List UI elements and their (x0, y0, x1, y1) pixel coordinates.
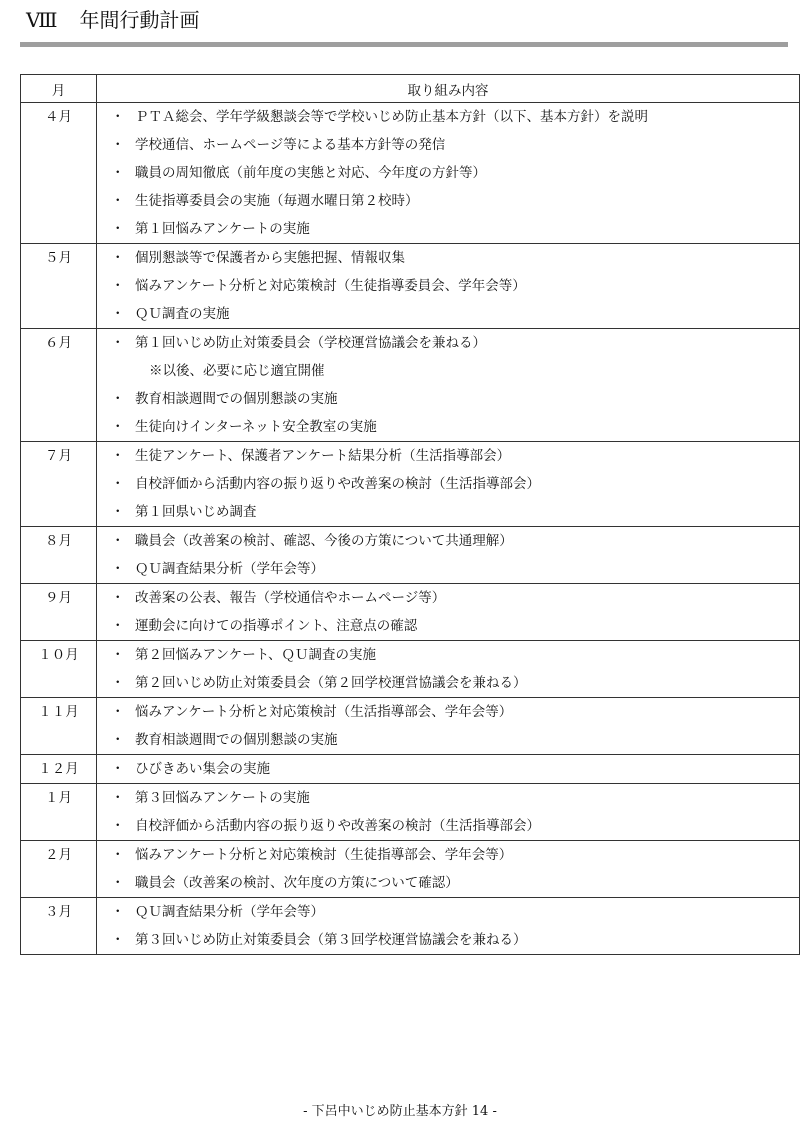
table-row (21, 527, 800, 584)
activity-text: 教育相談週間での個別懇談の実施 (135, 391, 338, 407)
bullet: ・ (111, 419, 125, 435)
activity-text: ※以後、必要に応じ適宜開催 (149, 363, 325, 379)
header-content: 取り組み内容 (97, 75, 800, 103)
activity-item (97, 784, 799, 812)
activity-text: ＰＴＡ総会、学年学級懇談会等で学校いじめ防止基本方針（以下、基本方針）を説明 (135, 109, 648, 125)
activity-text: 学校通信、ホームページ等による基本方針等の発信 (135, 137, 446, 153)
activity-item (97, 413, 799, 441)
bullet: ・ (111, 790, 125, 806)
bullet: ・ (111, 761, 125, 777)
activity-text: 第１回県いじめ調査 (135, 504, 257, 520)
bullet: ・ (111, 165, 125, 181)
activity-item (97, 926, 799, 954)
table-row (21, 755, 800, 784)
activity-item (97, 131, 799, 159)
bullet: ・ (111, 875, 125, 891)
activity-text: 職員の周知徹底（前年度の実態と対応、今年度の方針等） (135, 165, 486, 181)
activity-text: 悩みアンケート分析と対応策検討（生活指導部会、学年会等） (135, 704, 513, 720)
activity-item (97, 869, 799, 897)
table-row (21, 698, 800, 755)
month-cell: ５月 (21, 244, 97, 329)
activities-cell (97, 103, 800, 244)
month-cell: ７月 (21, 442, 97, 527)
activity-item (97, 555, 799, 583)
bullet: ・ (111, 448, 125, 464)
activity-item (97, 612, 799, 640)
activity-item (97, 527, 799, 555)
table-row (21, 841, 800, 898)
month-cell: ２月 (21, 841, 97, 898)
month-cell: ６月 (21, 329, 97, 442)
table-row (21, 329, 800, 442)
activity-item (97, 329, 799, 357)
annual-plan-table (20, 74, 800, 955)
activities-cell (97, 898, 800, 955)
bullet: ・ (111, 476, 125, 492)
bullet: ・ (111, 504, 125, 520)
activity-text: 教育相談週間での個別懇談の実施 (135, 732, 338, 748)
month-cell: １１月 (21, 698, 97, 755)
section-number: Ⅷ (26, 8, 58, 32)
activities-cell (97, 755, 800, 784)
bullet: ・ (111, 533, 125, 549)
activity-item (97, 300, 799, 328)
activity-item (97, 159, 799, 187)
activity-text: 第１回悩みアンケートの実施 (135, 221, 310, 237)
activity-item (97, 755, 799, 783)
bullet: ・ (111, 847, 125, 863)
activity-text: 生徒指導委員会の実施（毎週水曜日第２校時） (135, 193, 419, 209)
month-cell: １月 (21, 784, 97, 841)
bullet: ・ (111, 818, 125, 834)
activity-item (97, 272, 799, 300)
bullet: ・ (111, 675, 125, 691)
activity-item (97, 385, 799, 413)
bullet: ・ (111, 278, 125, 294)
activities-cell (97, 527, 800, 584)
activities-cell (97, 244, 800, 329)
activity-item (97, 841, 799, 869)
bullet: ・ (111, 904, 125, 920)
bullet: ・ (111, 193, 125, 209)
activity-text: 生徒アンケート、保護者アンケート結果分析（生活指導部会） (135, 448, 511, 464)
bullet: ・ (111, 221, 125, 237)
bullet: ・ (111, 391, 125, 407)
bullet: ・ (111, 109, 125, 125)
activity-item (97, 584, 799, 612)
activity-item (97, 215, 799, 243)
month-cell: ３月 (21, 898, 97, 955)
bullet: ・ (111, 335, 125, 351)
activity-text: ひびきあい集会の実施 (135, 761, 270, 777)
activities-cell (97, 329, 800, 442)
activity-item (97, 103, 799, 131)
activity-text: 職員会（改善案の検討、次年度の方策について確認） (135, 875, 459, 891)
activity-text: 悩みアンケート分析と対応策検討（生徒指導委員会、学年会等） (135, 278, 526, 294)
activities-cell (97, 841, 800, 898)
activity-text: 個別懇談等で保護者から実態把握、情報収集 (135, 250, 405, 266)
activity-item (97, 470, 799, 498)
bullet: ・ (111, 306, 125, 322)
activity-text: 職員会（改善案の検討、確認、今後の方策について共通理解） (135, 533, 513, 549)
activity-item (97, 898, 799, 926)
page-footer: - 下呂中いじめ防止基本方針 14 - (303, 1104, 497, 1119)
activity-item (97, 641, 799, 669)
activity-item (97, 669, 799, 697)
bullet: ・ (111, 932, 125, 948)
month-cell: １０月 (21, 641, 97, 698)
activity-item (97, 726, 799, 754)
activity-text: 改善案の公表、報告（学校通信やホームページ等） (135, 590, 446, 606)
bullet: ・ (111, 647, 125, 663)
activity-item (97, 812, 799, 840)
table-body (21, 103, 800, 955)
table-row (21, 784, 800, 841)
activities-cell (97, 641, 800, 698)
table-row (21, 244, 800, 329)
activity-text: ＱＵ調査結果分析（学年会等） (135, 561, 324, 577)
activity-text: 自校評価から活動内容の振り返りや改善案の検討（生活指導部会） (135, 818, 540, 834)
bullet: ・ (111, 732, 125, 748)
activity-text: 第１回いじめ防止対策委員会（学校運営協議会を兼ねる） (135, 335, 486, 351)
activities-cell (97, 442, 800, 527)
bullet: ・ (111, 618, 125, 634)
activity-text: ＱＵ調査の実施 (135, 306, 230, 322)
bullet: ・ (111, 137, 125, 153)
heading-underline (20, 42, 788, 47)
activity-text: 生徒向けインターネット安全教室の実施 (135, 419, 377, 435)
table-row (21, 442, 800, 527)
bullet: ・ (111, 590, 125, 606)
table-row (21, 103, 800, 244)
activity-text: 第２回悩みアンケート、ＱＵ調査の実施 (135, 647, 376, 663)
activity-text: 自校評価から活動内容の振り返りや改善案の検討（生活指導部会） (135, 476, 540, 492)
activity-note (97, 357, 799, 385)
activity-item (97, 498, 799, 526)
activities-cell (97, 784, 800, 841)
table-header-row (21, 75, 800, 103)
month-cell: ４月 (21, 103, 97, 244)
activity-item (97, 244, 799, 272)
activity-text: 第３回悩みアンケートの実施 (135, 790, 310, 806)
activity-text: 第３回いじめ防止対策委員会（第３回学校運営協議会を兼ねる） (135, 932, 527, 948)
month-cell: ９月 (21, 584, 97, 641)
bullet: ・ (111, 561, 125, 577)
header-month: 月 (21, 75, 97, 103)
activities-cell (97, 698, 800, 755)
table-row (21, 584, 800, 641)
activity-text: ＱＵ調査結果分析（学年会等） (135, 904, 324, 920)
activities-cell (97, 584, 800, 641)
activity-item (97, 187, 799, 215)
activity-item (97, 442, 799, 470)
section-heading (26, 6, 200, 34)
activity-text: 悩みアンケート分析と対応策検討（生徒指導部会、学年会等） (135, 847, 513, 863)
activity-text: 運動会に向けての指導ポイント、注意点の確認 (135, 618, 418, 634)
activity-text: 第２回いじめ防止対策委員会（第２回学校運営協議会を兼ねる） (135, 675, 527, 691)
bullet: ・ (111, 704, 125, 720)
table-row (21, 898, 800, 955)
table-row (21, 641, 800, 698)
section-title: 年間行動計画 (79, 8, 200, 32)
month-cell: １２月 (21, 755, 97, 784)
activity-item (97, 698, 799, 726)
bullet: ・ (111, 250, 125, 266)
month-cell: ８月 (21, 527, 97, 584)
